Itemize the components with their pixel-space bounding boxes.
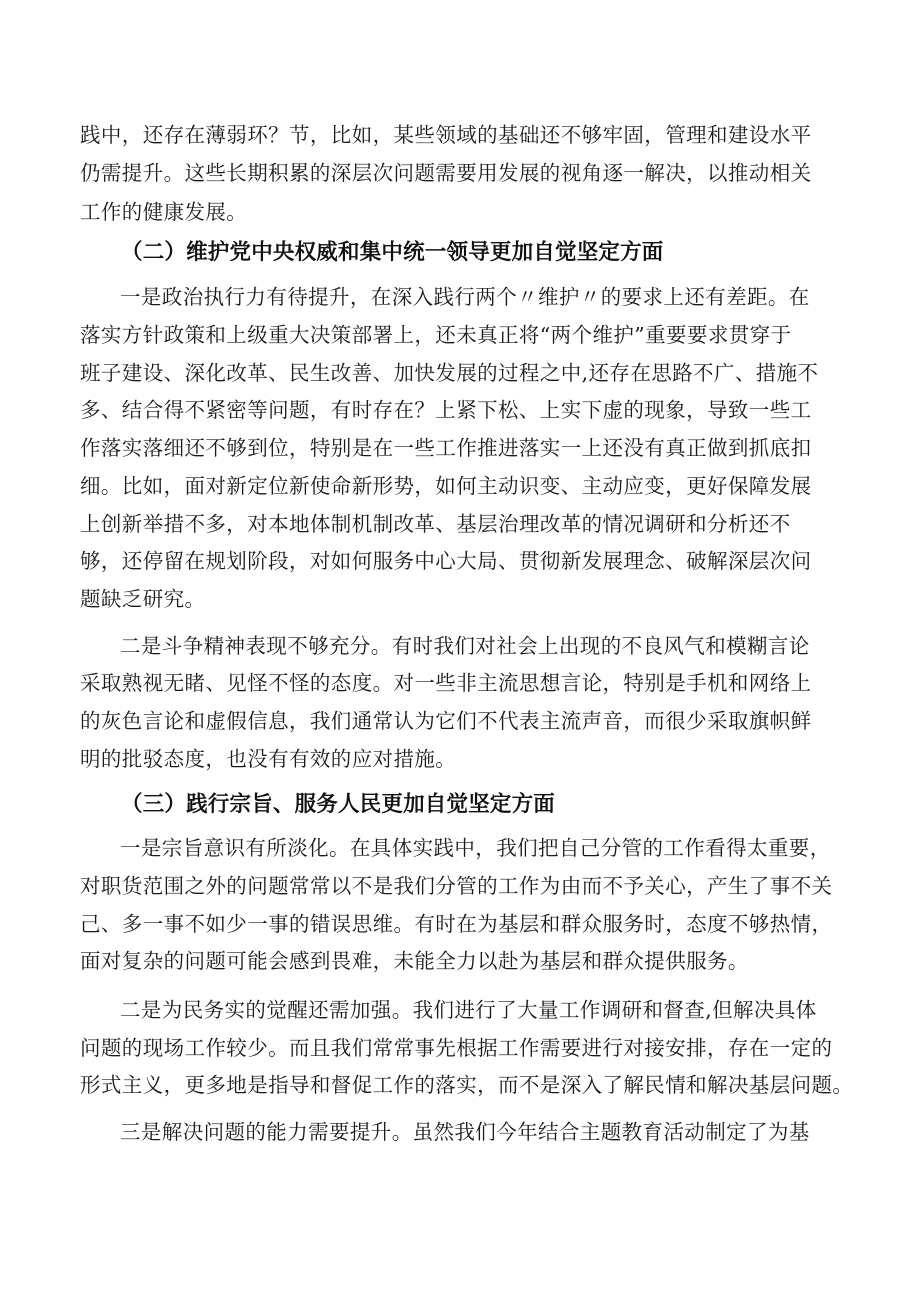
paragraph-line: 工作的健康发展。 — [80, 200, 248, 224]
paragraph-line: 落实方针政策和上级重大决策部署上，还未真正将“两个维护”重要要求贯穿于 — [80, 323, 792, 347]
paragraph-line: 形式主义，更多地是指导和督促工作的落实，而不是深入了解民情和解决基层问题。 — [80, 1073, 854, 1097]
section-heading-2: （二）维护党中央权威和集中统一领导更加自觉坚定方面 — [121, 240, 664, 265]
paragraph-line: 多、结合得不紧密等问题，有时存在？上紧下松、上实下虚的现象，导致一些工 — [80, 398, 812, 422]
paragraph-line: 己、多一事不如少一事的错误思维。有时在为基层和群众服务时，态度不够热情， — [80, 912, 833, 936]
paragraph-line: 二是为民务实的觉醒还需加强。我们进行了大量工作调研和督查,但解决具体 — [120, 998, 817, 1022]
paragraph-line: 上创新举措不多，对本地体制机制改革、基层治理改革的情况调研和分析还不 — [80, 512, 791, 536]
paragraph-line: 题缺乏研究。 — [80, 587, 206, 611]
paragraph-line: 细。比如，面对新定位新使命新形势，如何主动识变、主动应变，更好保障发展 — [80, 474, 812, 498]
paragraph-line: 的灰色言论和虚假信息，我们通常认为它们不代表主流声音，而很少采取旗帜鲜 — [80, 709, 812, 733]
paragraph-line: 践中，还存在薄弱环？节，比如，某些领域的基础还不够牢固，管理和建设水平 — [80, 123, 812, 147]
paragraph-line: 二是斗争精神表现不够充分。有时我们对社会上出现的不良风气和模糊言论 — [120, 634, 810, 658]
paragraph-line: 对职货范围之外的问题常常以不是我们分管的工作为由而不予关心，产生了事不关 — [80, 874, 833, 898]
paragraph-line: 明的批驳态度，也没有有效的应对措施。 — [80, 747, 457, 771]
paragraph-line: 一是宗旨意识有所淡化。在具体实践中，我们把自己分管的工作看得太重要， — [120, 836, 831, 860]
paragraph-line: 问题的现场工作较少。而且我们常常事先根据工作需要进行对接安排，存在一定的 — [80, 1036, 833, 1060]
paragraph-line: 一是政治执行力有待提升，在深入践行两个〃维护〃的要求上还有差距。在 — [120, 285, 810, 309]
paragraph-line: 面对复杂的问题可能会感到畏难，未能全力以赴为基层和群众提供服务。 — [80, 949, 749, 973]
paragraph-line: 三是解决问题的能力需要提升。虽然我们今年结合主题教育活动制定了为基 — [120, 1120, 810, 1144]
paragraph-line: 班子建设、深化改革、民生改善、加快发展的过程之中,还存在思路不广、措施不 — [80, 361, 819, 385]
paragraph-line: 够，还停留在规划阶段，对如何服务中心大局、贯彻新发展理念、破解深层次问 — [80, 549, 812, 573]
section-heading-3: （三）践行宗旨、服务人民更加自觉坚定方面 — [121, 792, 556, 817]
paragraph-line: 采取熟视无睹、见怪不怪的态度。对一些非主流思想言论，特别是手机和网络上 — [80, 671, 812, 695]
paragraph-line: 仍需提升。这些长期积累的深层次问题需要用发展的视角逐一解决，以推动相关 — [80, 161, 812, 185]
paragraph-line: 作落实落细还不够到位，特别是在一些工作推进落实一上还没有真正做到抓底扣 — [80, 436, 812, 460]
